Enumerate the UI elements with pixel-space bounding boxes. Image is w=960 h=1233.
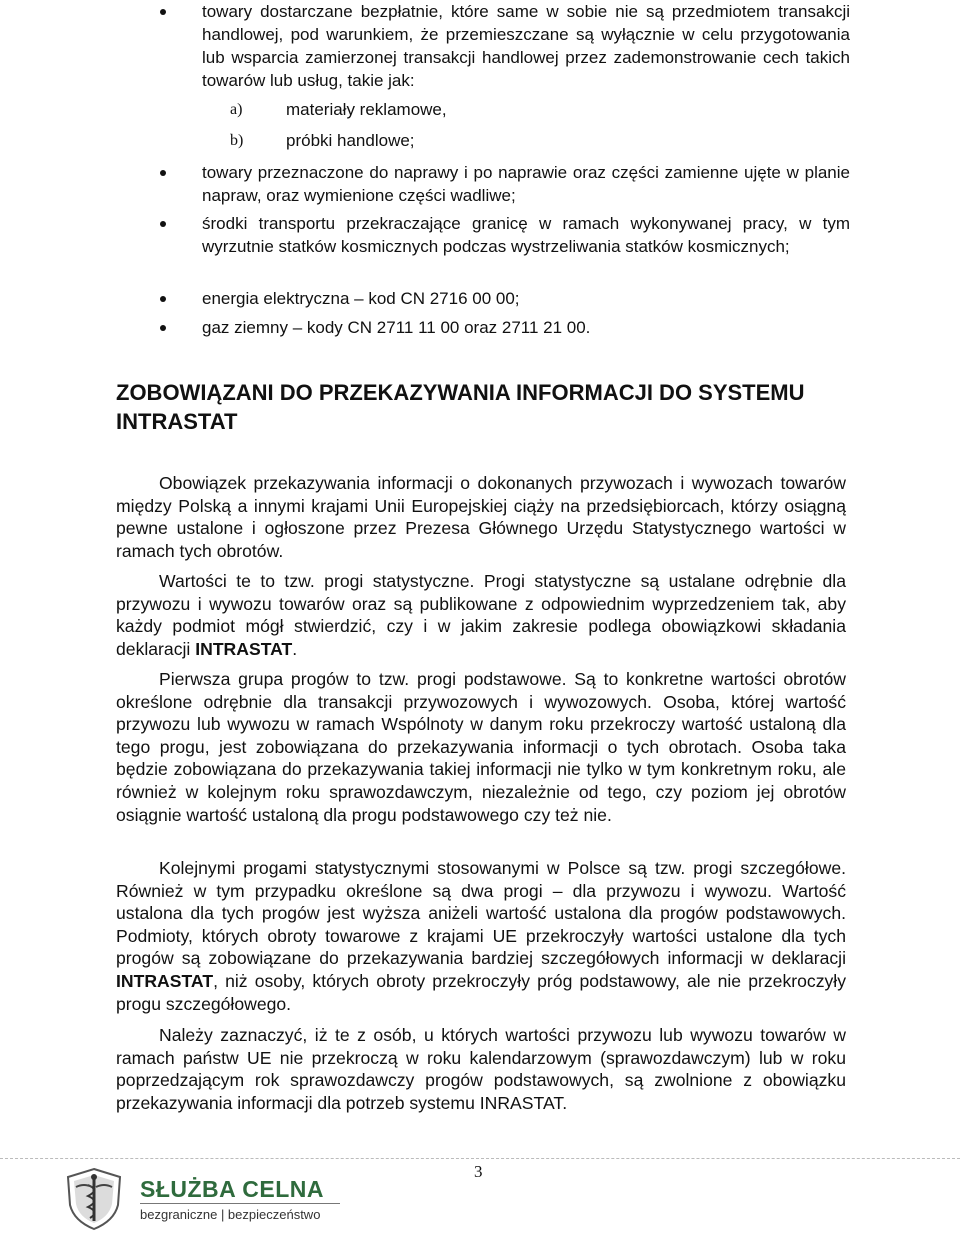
paragraph-text: Kolejnymi progami statystycznymi stosowanymi w Polsce są tzw. progi szczegółowe. Również w tym przypadku określone są dwa progi – dla przywozu i wywozu. Wartość ustalona dla tych progów jest wyższa aniżeli wartość ustalona dla progów podstawowych. Podmioty, których obroty towarowe z krajami UE przekroczyły wartości ustalone dla tych progów są zobowiązane do przekazywania bardziej szczegółowych informacji w deklaracji [116, 858, 846, 969]
bullet-icon [160, 170, 166, 176]
paragraph-text: . [292, 638, 298, 659]
brand-tagline: bezgraniczne | bezpieczeństwo [140, 1207, 321, 1222]
bullet-icon [160, 9, 166, 15]
section-heading: ZOBOWIĄZANI DO PRZEKAZYWANIA INFORMACJI DO SYSTEMU INTRASTAT [116, 380, 805, 434]
list-item-text: gaz ziemny – kody CN 2711 11 00 oraz 2711 21 00. [202, 318, 591, 337]
paragraph: Należy zaznaczyć, iż te z osób, u których wartości przywozu lub wywozu towarów w ramach państw UE nie przekroczą w roku kalendarzowym (sprawozdawczym) lub w roku poprzedzającym rok sprawozdawczy progów podstawowych, są zwolnione z obowiązku przekazywania informacji dla potrzeb systemu INRASTAT. [116, 1025, 846, 1113]
page-number: 3 [474, 1162, 483, 1181]
list-item [160, 0, 850, 92]
sub-list-text: materiały reklamowe, [286, 100, 447, 119]
customs-emblem-icon [58, 1165, 130, 1231]
paragraph: Obowiązek przekazywania informacji o dokonanych przywozach i wywozach towarów między Polską a innymi krajami Unii Europejskiej ciąży na przedsiębiorcach, którzy osiągną pewne ustalone i ogłoszone przez Prezesa Głównego Urzędu Statystycznego wartości w ramach tych obrotów. [116, 473, 846, 561]
list-item [160, 212, 850, 258]
paragraph-text: , niż osoby, których obroty przekroczyły próg podstawowy, ale nie przekroczyły progu szczegółowego. [116, 970, 846, 1014]
bullet-icon [160, 221, 166, 227]
list-item [160, 161, 850, 207]
footer-divider [0, 1158, 960, 1159]
list-item [160, 287, 850, 310]
paragraph [116, 570, 846, 660]
list-item [160, 316, 850, 339]
bullet-icon [160, 325, 166, 331]
list-item-text: środki transportu przekraczające granicę w ramach wykonywanej pracy, w tym wyrzutnie statków kosmicznych podczas wystrzeliwania statków kosmicznych; [202, 214, 850, 256]
sub-list-label: a) [230, 101, 243, 118]
list-item-text: energia elektryczna – kod CN 2716 00 00; [202, 289, 520, 308]
sub-list-text: próbki handlowe; [286, 131, 415, 150]
sub-list-label: b) [230, 132, 244, 149]
paragraph-text: Wartości te to tzw. progi statystyczne. Progi statystyczne są ustalane odrębnie dla przywozu i wywozu towarów oraz są publikowane z odpowiednim wyprzedzeniem tak, aby każdy podmiot mógł stwierdzić, czy i w jakim zakresie podlega obowiązkowi składania deklaracji [116, 571, 846, 659]
paragraph: Pierwsza grupa progów to tzw. progi podstawowe. Są to konkretne wartości obrotów określone odrębnie dla transakcji przywozowych i wywozowych. Osoba, której wartość przywozu lub wywozu w ramach Wspólnoty w danym roku przekroczy wartość ustaloną dla tego progu, jest zobowiązana do przekazywania informacji o tych obrotach. Osoba taka będzie zobowiązana do przekazywania takiej informacji nie tylko w tym konkretnym roku, ale również w kolejnym roku sprawozdawczym, niezależnie od tego, czy poziom jej obrotów osiągnie wartość ustaloną dla progu podstawowego czy też nie. [116, 669, 846, 825]
paragraph-bold-text: INTRASTAT [195, 638, 293, 659]
brand-divider [140, 1203, 340, 1204]
paragraph-bold-text: INTRASTAT [116, 970, 214, 991]
bullet-icon [160, 296, 166, 302]
paragraph [116, 857, 846, 1015]
list-item-text: towary dostarczane bezpłatnie, które same w sobie nie są przedmiotem transakcji handlowej, pod warunkiem, że przemieszczane są wyłącznie w celu przygotowania lub wsparcia zamierzonej transakcji handlowej przez zademonstrowanie cech takich towarów lub usług, takie jak: [202, 2, 850, 90]
list-item-text: towary przeznaczone do naprawy i po naprawie oraz części zamienne ujęte w planie napraw, oraz wymienione części wadliwe; [202, 163, 850, 205]
brand-name: SŁUŻBA CELNA [140, 1176, 325, 1202]
